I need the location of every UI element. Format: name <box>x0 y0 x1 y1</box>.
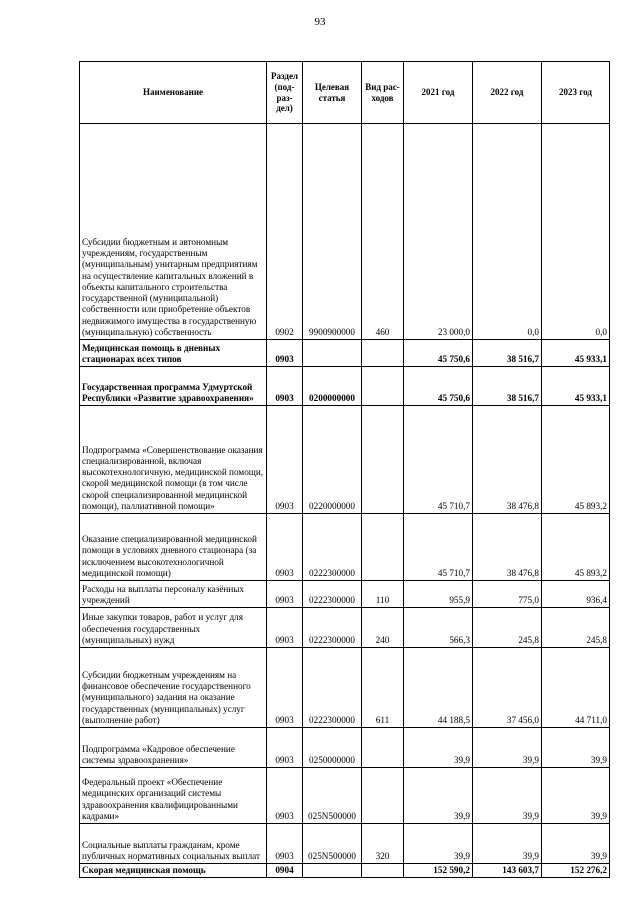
row-2021: 39,9 <box>404 824 473 864</box>
row-2022: 39,9 <box>473 728 542 768</box>
table-row <box>80 648 610 728</box>
table-row <box>80 514 610 581</box>
row-2023: 45 933,1 <box>542 367 610 406</box>
table-row <box>80 728 610 768</box>
row-name: Субсидии бюджетным учреждениям на финансовое обеспечение государственного (муниципального) задания на оказание государственных (муниципальных) услуг (выполнение работ) <box>80 648 267 728</box>
header-name: Наименование <box>80 62 267 124</box>
page-number: 93 <box>314 16 326 28</box>
row-type <box>362 406 404 514</box>
row-2022: 38 476,8 <box>473 406 542 514</box>
row-2023: 245,8 <box>542 608 610 648</box>
row-type <box>362 768 404 824</box>
row-2022: 0,0 <box>473 124 542 340</box>
row-2021: 44 188,5 <box>404 648 473 728</box>
row-name: Иные закупки товаров, работ и услуг для обеспечения государственных (муниципальных) нужд <box>80 608 267 648</box>
row-2021: 39,9 <box>404 768 473 824</box>
header-section: Раздел (под-раз-дел) <box>267 62 303 124</box>
row-2022: 245,8 <box>473 608 542 648</box>
row-2023: 936,4 <box>542 581 610 608</box>
row-2021: 45 750,6 <box>404 340 473 367</box>
table-row <box>80 124 610 340</box>
header-row <box>80 62 610 124</box>
table-row <box>80 581 610 608</box>
row-2022: 37 456,0 <box>473 648 542 728</box>
row-section: 0903 <box>267 581 303 608</box>
row-2023: 45 893,2 <box>542 514 610 581</box>
row-2023: 152 276,2 <box>542 864 610 878</box>
row-2023: 39,9 <box>542 768 610 824</box>
row-type <box>362 864 404 878</box>
row-section: 0903 <box>267 728 303 768</box>
row-2023: 45 933,1 <box>542 340 610 367</box>
row-name: Медицинская помощь в дневных стационарах всех типов <box>80 340 267 367</box>
row-2022: 38 516,7 <box>473 367 542 406</box>
header-2022: 2022 год <box>473 62 542 124</box>
row-2021: 23 000,0 <box>404 124 473 340</box>
row-section: 0903 <box>267 648 303 728</box>
row-name: Расходы на выплаты персоналу казённых учреждений <box>80 581 267 608</box>
row-2022: 38 476,8 <box>473 514 542 581</box>
header-target: Целевая статья <box>303 62 362 124</box>
row-section: 0903 <box>267 367 303 406</box>
row-target: 025N500000 <box>303 824 362 864</box>
table-row <box>80 824 610 864</box>
row-type <box>362 340 404 367</box>
row-type <box>362 728 404 768</box>
row-section: 0902 <box>267 124 303 340</box>
header-type: Вид рас-ходов <box>362 62 404 124</box>
row-name: Скорая медицинская помощь <box>80 864 267 878</box>
row-target: 0220000000 <box>303 406 362 514</box>
row-2021: 39,9 <box>404 728 473 768</box>
row-2021: 45 710,7 <box>404 514 473 581</box>
row-section: 0903 <box>267 514 303 581</box>
table-row <box>80 864 610 878</box>
row-2023: 39,9 <box>542 728 610 768</box>
row-type: 320 <box>362 824 404 864</box>
row-target: 0222300000 <box>303 608 362 648</box>
row-target <box>303 864 362 878</box>
row-type <box>362 367 404 406</box>
row-type: 611 <box>362 648 404 728</box>
row-target: 0200000000 <box>303 367 362 406</box>
header-2023: 2023 год <box>542 62 610 124</box>
row-2021: 152 590,2 <box>404 864 473 878</box>
row-name: Подпрограмма «Кадровое обеспечение системы здравоохранения» <box>80 728 267 768</box>
row-section: 0903 <box>267 768 303 824</box>
table-row <box>80 406 610 514</box>
row-2021: 45 710,7 <box>404 406 473 514</box>
row-2023: 0,0 <box>542 124 610 340</box>
row-name: Социальные выплаты гражданам, кроме публичных нормативных социальных выплат <box>80 824 267 864</box>
row-type <box>362 514 404 581</box>
row-2021: 566,3 <box>404 608 473 648</box>
row-section: 0903 <box>267 608 303 648</box>
row-target: 0222300000 <box>303 648 362 728</box>
row-2023: 45 893,2 <box>542 406 610 514</box>
row-name: Государственная программа Удмуртской Республики «Развитие здравоохранения» <box>80 367 267 406</box>
row-name: Субсидии бюджетным и автономным учреждениям, государственным (муниципальным) унитарным предприятиям на осуществление капитальных вложений в объекты капитального строительства государственной (муниципальной) собственности или приобретение объектов недвижимого имущества в государственную (муниципальную) собственность <box>80 124 267 340</box>
row-target: 025N500000 <box>303 768 362 824</box>
row-2022: 775,0 <box>473 581 542 608</box>
row-section: 0904 <box>267 864 303 878</box>
row-type: 110 <box>362 581 404 608</box>
row-2023: 39,9 <box>542 824 610 864</box>
row-name: Федеральный проект «Обеспечение медицинских организаций системы здравоохранения квалифицированными кадрами» <box>80 768 267 824</box>
row-section: 0903 <box>267 340 303 367</box>
row-2021: 45 750,6 <box>404 367 473 406</box>
row-target: 0222300000 <box>303 581 362 608</box>
row-2022: 143 603,7 <box>473 864 542 878</box>
row-section: 0903 <box>267 824 303 864</box>
budget-table <box>79 61 610 878</box>
row-2022: 39,9 <box>473 824 542 864</box>
row-name: Подпрограмма «Совершенствование оказания специализированной, включая высокотехнологичную, медицинской помощи, скорой медицинской помощи (в том числе скорой специализированной медицинской помощи), паллиативной помощи» <box>80 406 267 514</box>
table-row <box>80 367 610 406</box>
row-target: 9900900000 <box>303 124 362 340</box>
row-2023: 44 711,0 <box>542 648 610 728</box>
row-section: 0903 <box>267 406 303 514</box>
table-row <box>80 768 610 824</box>
header-2021: 2021 год <box>404 62 473 124</box>
row-name: Оказание специализированной медицинской помощи в условиях дневного стационара (за исключением высокотехнологичной медицинской помощи) <box>80 514 267 581</box>
row-2021: 955,9 <box>404 581 473 608</box>
row-type: 460 <box>362 124 404 340</box>
row-target <box>303 340 362 367</box>
row-target: 0222300000 <box>303 514 362 581</box>
row-2022: 38 516,7 <box>473 340 542 367</box>
row-type: 240 <box>362 608 404 648</box>
table-row <box>80 608 610 648</box>
table-row <box>80 340 610 367</box>
row-target: 0250000000 <box>303 728 362 768</box>
row-2022: 39,9 <box>473 768 542 824</box>
